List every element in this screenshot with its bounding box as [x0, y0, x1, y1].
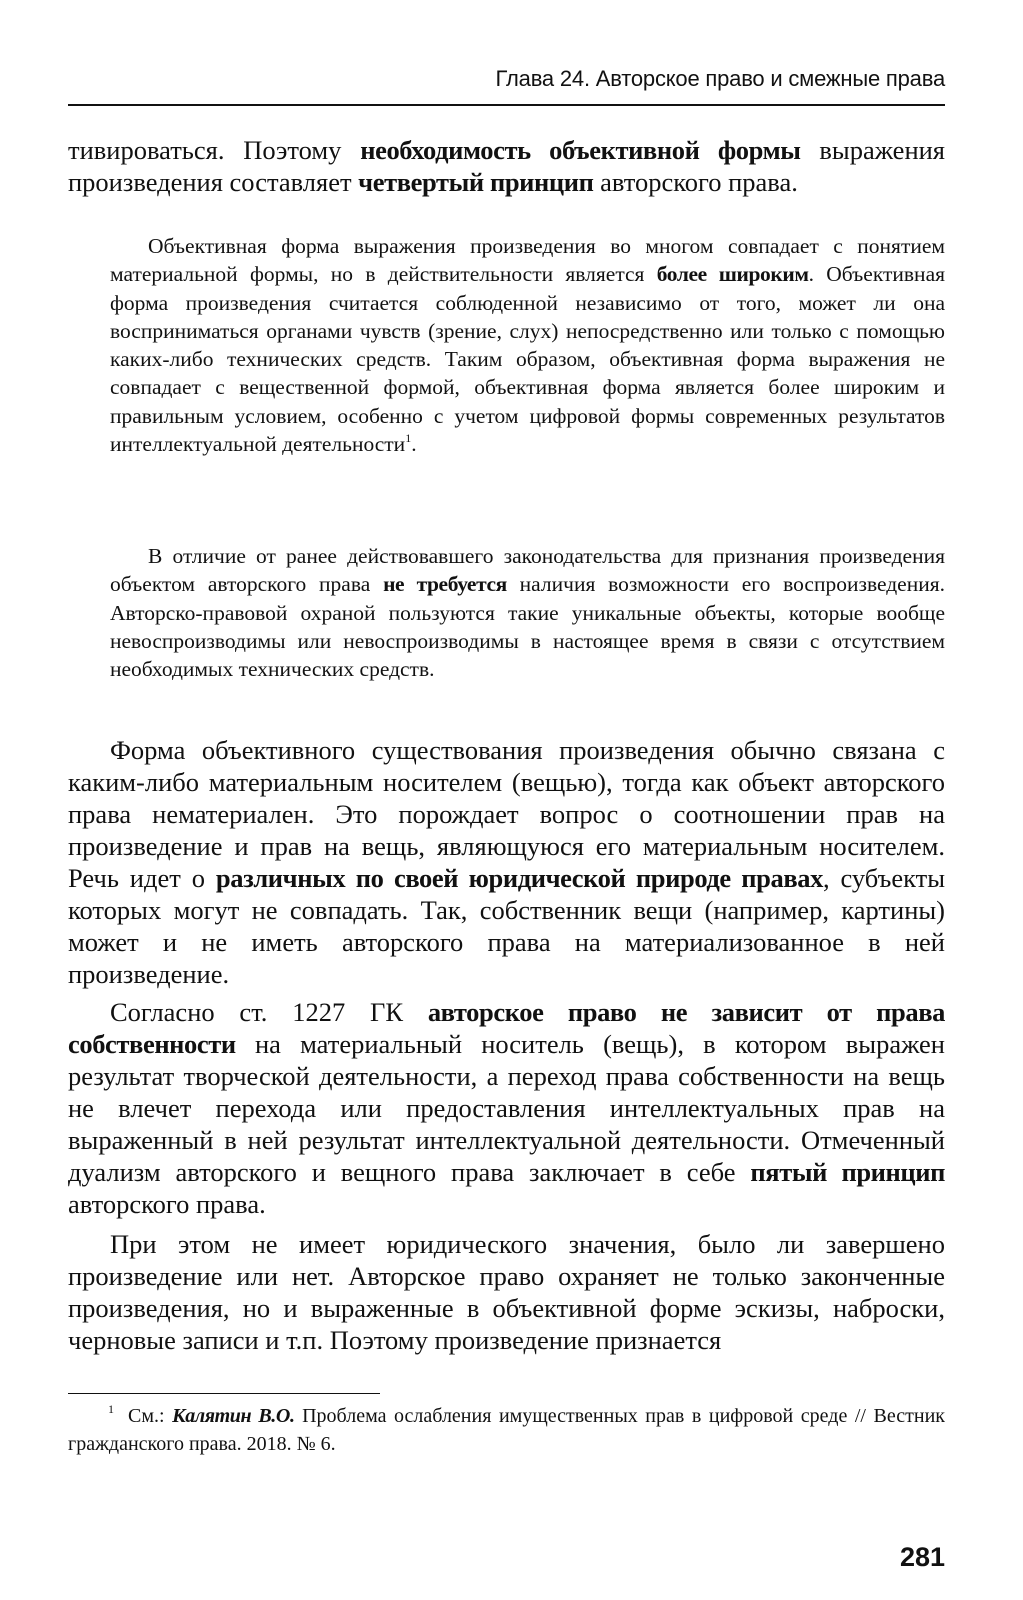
text: Форма объективного существования произведения обычно связана с каким-либо материальным носителем (вещью), тогда как объект авторского права нематериален. Это порождает вопрос о соотношении прав на произведение и прав на вещь, являющуюся его материальным носителем. Речь идет о	[68, 735, 945, 893]
text: авторского права.	[593, 167, 798, 197]
bold-text: различных по своей юридической природе правах	[215, 863, 823, 893]
paragraph-material-carrier	[68, 734, 945, 990]
paragraph-intro	[68, 134, 945, 198]
bold-text: авторское право не зависит от права собственности	[68, 997, 945, 1059]
footnote-ref[interactable]: 1	[405, 431, 412, 446]
text: Объективная форма выражения произведения во многом совпадает с понятием материальной формы, но в действительности является	[110, 234, 945, 287]
page-number: 281	[899, 1542, 945, 1572]
small-paragraph-reproduction	[110, 542, 945, 683]
text: .	[411, 432, 417, 457]
bold-text: не требуется	[383, 572, 507, 597]
footnote-author: Калятин В.О.	[172, 1405, 295, 1427]
footnote-rule	[68, 1393, 380, 1394]
header-rule	[68, 104, 945, 106]
footnote-text: Проблема ослабления имущественных прав в цифровой среде // Вестник гражданского права. 2018. № 6.	[68, 1405, 945, 1455]
bold-text: пятый принцип	[750, 1157, 945, 1187]
text: При этом не имеет юридического значения, было ли завершено произведение или нет. Авторское право охраняет не только законченные произведения, но и выраженные в объективной форме эскизы, наброски, черновые записи и т.п. Поэтому произведение признается	[68, 1229, 945, 1355]
footnote	[68, 1402, 945, 1458]
text: . Объективная форма произведения считается соблюденной независимо от того, может ли она восприниматься органами чувств (зрение, слух) непосредственно или только с помощью каких-либо технических средств. Таким образом, объективная форма выражения не совпадает с вещественной формой, объективная форма является более широким и правильным условием, особенно с учетом цифровой формы современных результатов интеллектуальной деятельности	[110, 262, 945, 457]
text: , субъекты которых могут не совпадать. Так, собственник вещи (например, картины) может и не иметь авторского права на материализованное в ней произведение.	[68, 863, 945, 989]
paragraph-article-1227	[68, 996, 945, 1220]
bold-text: четвертый принцип	[358, 167, 594, 197]
bold-text: более широким	[656, 262, 809, 287]
footnote-prefix: См.:	[128, 1405, 173, 1427]
running-header: Глава 24. Авторское право и смежные права	[495, 66, 945, 91]
text: на материальный носитель (вещь), в котором выражен результат творческой деятельности, а переход права собственности на вещь не влечет перехода или предоставления интеллектуальных прав на выраженный в ней результат интеллектуальной деятельности. Отмеченный дуализм авторского и вещного права заключает в себе	[68, 1029, 945, 1187]
text: авторского права.	[68, 1189, 266, 1219]
text: выражения произведения составляет	[68, 135, 945, 197]
small-paragraph-objective-form	[110, 232, 945, 458]
footnote-number: 1	[108, 1402, 114, 1416]
text: тивироваться. Поэтому	[68, 135, 361, 165]
text: наличия возможности его воспроизведения. Авторско-правовой охраной пользуются такие уникальные объекты, которые вообще невоспроизводимы или невоспроизводимы в настоящее время в связи с отсутствием необходимых технических средств.	[110, 572, 946, 682]
bold-text: необходимость объективной формы	[360, 135, 801, 165]
text: В отличие от ранее действовавшего законодательства для признания произведения объектом авторского права	[110, 544, 945, 597]
text: Согласно ст. 1227 ГК	[110, 997, 428, 1027]
paragraph-unfinished-works	[68, 1228, 945, 1356]
